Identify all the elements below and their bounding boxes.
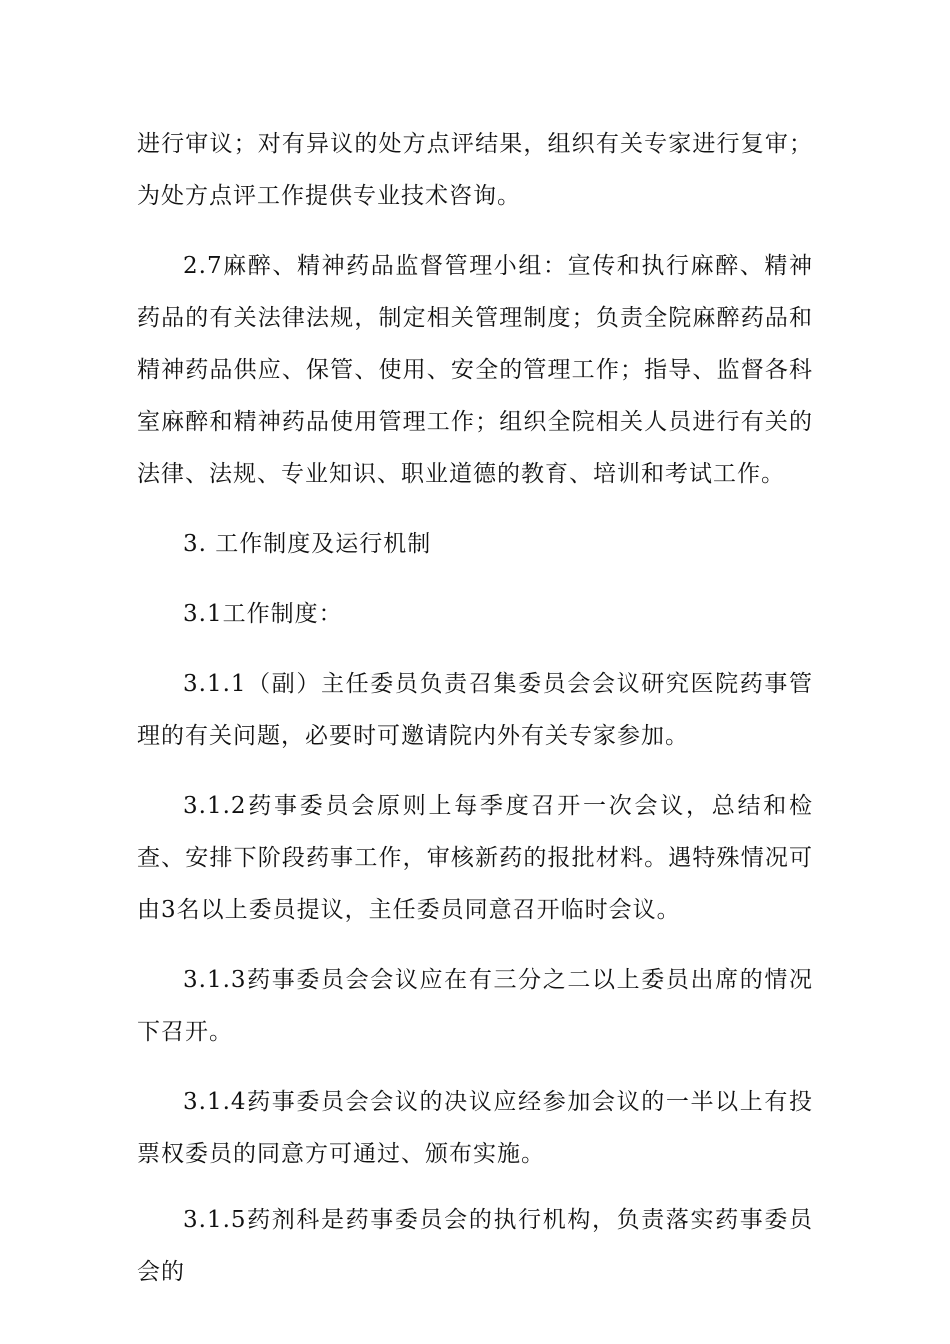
paragraph-3-1-4: 3.1.4药事委员会会议的决议应经参加会议的一半以上有投票权委员的同意方可通过、颁布实施。 xyxy=(137,1089,813,1167)
paragraph-review-continuation: 进行审议；对有异议的处方点评结果，组织有关专家进行复审；为处方点评工作提供专业技术咨询。 xyxy=(137,131,813,209)
paragraph-3-1-1: 3.1.1（副）主任委员负责召集委员会会议研究医院药事管理的有关问题，必要时可邀请院内外有关专家参加。 xyxy=(137,671,813,749)
section-heading-3-1: 3.1工作制度： xyxy=(183,601,343,627)
paragraph-3-1-5: 3.1.5药剂科是药事委员会的执行机构，负责落实药事委员会的 xyxy=(137,1207,813,1285)
document-body xyxy=(137,118,813,1298)
paragraph-3-1-2: 3.1.2药事委员会原则上每季度召开一次会议，总结和检查、安排下阶段药事工作，审核新药的报批材料。遇特殊情况可由3名以上委员提议，主任委员同意召开临时会议。 xyxy=(137,793,813,923)
paragraph-3-1-3: 3.1.3药事委员会会议应在有三分之二以上委员出席的情况下召开。 xyxy=(137,967,813,1045)
paragraph-2-7-anesthetic-group: 2.7麻醉、精神药品监督管理小组：宣传和执行麻醉、精神药品的有关法律法规，制定相关管理制度；负责全院麻醉药品和精神药品供应、保管、使用、安全的管理工作；指导、监督各科室麻醉和精神药品使用管理工作；组织全院相关人员进行有关的法律、法规、专业知识、职业道德的教育、培训和考试工作。 xyxy=(137,253,813,487)
section-heading-3: 3. 工作制度及运行机制 xyxy=(183,531,432,557)
